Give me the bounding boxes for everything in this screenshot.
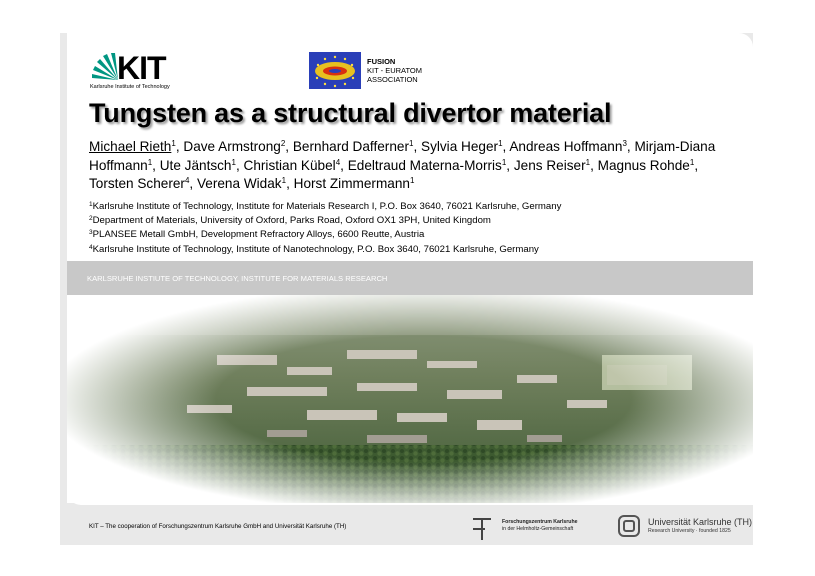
author-name: Torsten Scherer <box>89 176 185 191</box>
author-name: Verena Widak <box>196 176 282 191</box>
fusion-line: FUSION <box>367 57 396 66</box>
forschungszentrum-logo-icon <box>471 516 493 542</box>
author-name: Bernhard Dafferner <box>292 139 409 154</box>
author-entry <box>294 176 415 191</box>
fusion-association-label <box>367 57 422 84</box>
author-affiliation-mark: 1 <box>281 176 287 185</box>
fusion-line: KIT - EURATOM <box>367 66 423 75</box>
author-name: Sylvia Heger <box>421 139 499 154</box>
forschungszentrum-label <box>502 519 578 533</box>
author-name: Edeltraud Materna-Morris <box>347 157 502 173</box>
aerial-campus-photo <box>67 295 753 503</box>
affiliation-line <box>89 200 561 214</box>
author-entry <box>598 158 695 173</box>
author-name: Christian Kübel <box>243 157 336 173</box>
affiliation-line <box>89 228 561 242</box>
author-affiliation-mark: 4 <box>335 157 341 167</box>
author-affiliation-mark: 1 <box>408 139 414 148</box>
euratom-torus-icon <box>309 52 361 89</box>
affiliation-list <box>89 200 561 257</box>
author-affiliation-mark: 1 <box>231 157 236 167</box>
fusion-line: ASSOCIATION <box>367 75 418 84</box>
affiliation-mark: 4 <box>89 243 93 251</box>
fusion-logo <box>309 52 361 89</box>
fz-line: Forschungszentrum Karlsruhe <box>502 519 578 525</box>
university-label <box>648 517 752 535</box>
author-name: Dave Armstrong <box>183 139 281 154</box>
author-entry <box>197 176 286 191</box>
author-affiliation-mark: 3 <box>622 139 627 148</box>
fz-line: in der Helmholtz-Gemeinschaft <box>502 526 574 532</box>
author-affiliation-mark: 1 <box>501 157 507 167</box>
author-name: Magnus Rohde <box>597 157 690 173</box>
university-logo-icon <box>618 515 640 537</box>
slide-title: Tungsten as a structural divertor material <box>89 98 612 128</box>
kit-logo-subtitle: Karlsruhe Institute of Technology <box>90 84 170 90</box>
author-entry <box>89 176 189 191</box>
affiliation-text: Karlsruhe Institute of Technology, Institute of Nanotechnology, P.O. Box 3640, 76021 Karlsruhe, Germany <box>92 243 539 255</box>
author-entry <box>421 139 503 154</box>
author-affiliation-mark: 1 <box>147 157 153 167</box>
affiliation-text: Karlsruhe Institute of Technology, Institute for Materials Research I, P.O. Box 3640, 76021 Karlsruhe, Germany <box>92 201 562 212</box>
affiliation-line <box>89 214 561 228</box>
kit-logo-text: KIT <box>117 50 166 86</box>
author-name: Michael Rieth <box>89 139 172 154</box>
author-affiliation-mark: 1 <box>585 157 591 167</box>
kit-logo <box>90 52 185 90</box>
author-entry <box>160 158 236 173</box>
institute-banner-text: KARLSRUHE INSTIUTE OF TECHNOLOGY, INSTITUTE FOR MATERIALS RESEARCH <box>87 274 388 283</box>
affiliation-mark: 1 <box>89 201 93 208</box>
author-affiliation-mark: 1 <box>171 139 176 148</box>
author-entry <box>293 139 414 154</box>
affiliation-text: PLANSEE Metall GmbH, Development Refractory Alloys, 6600 Reutte, Austria <box>92 229 425 241</box>
author-name: Horst Zimmermann <box>293 176 410 191</box>
author-name: Andreas Hoffmann <box>509 139 623 154</box>
author-entry <box>183 139 285 154</box>
author-affiliation-mark: 4 <box>184 176 190 185</box>
kit-fan-icon <box>90 52 120 82</box>
affiliation-text: Department of Materials, University of Oxford, Parks Road, Oxford OX1 3PH, United Kingdom <box>92 215 491 227</box>
university-name: Universität Karlsruhe (TH) <box>648 517 753 527</box>
affiliation-line <box>89 243 561 257</box>
author-name: Jens Reiser <box>513 157 586 173</box>
author-affiliation-mark: 2 <box>280 139 286 148</box>
author-entry <box>514 158 590 173</box>
author-affiliation-mark: 1 <box>409 176 415 185</box>
author-entry <box>244 158 341 173</box>
author-list: Michael Rieth$^1$, Dave Armstrong$^2$, Bernhard Dafferner$^1$, Sylvia Heger$^1$, Andreas Hoffmann$^3$, Mirjam-Diana Hoffmann$^1$, Ute Jäntsch$^1$, Christian Kübel$^4$, Edeltraud Materna-Morris$^1$, Jens Reiser$^1$, Magnus Rohde$^1$, Torsten Scherer$^4$, Verena Widak$^1$, Horst Zimmermann$^1$ <box>89 139 716 191</box>
author-entry <box>89 139 176 154</box>
author-name: Mirjam-Diana Hoffmann <box>89 139 716 173</box>
affiliation-mark: 2 <box>89 215 93 223</box>
affiliation-mark: 3 <box>89 229 93 237</box>
author-name: Ute Jäntsch <box>159 157 232 173</box>
university-subtitle: Research University · founded 1825 <box>648 528 731 534</box>
author-affiliation-mark: 1 <box>689 157 695 167</box>
author-affiliation-mark: 1 <box>498 139 503 148</box>
footer-cooperation-text: KIT – The cooperation of Forschungszentrum Karlsruhe GmbH and Universität Karlsruhe (TH) <box>89 523 347 530</box>
author-entry <box>509 139 627 154</box>
author-entry <box>348 158 507 173</box>
